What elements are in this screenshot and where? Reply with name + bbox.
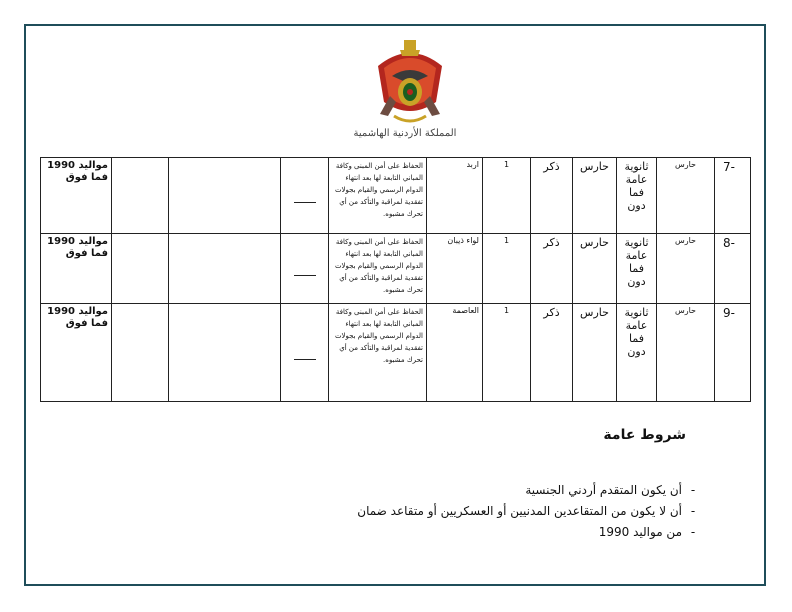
duties: الحفاظ على أمن المبنى وكافة المباني التابعة لها بعد انتهاء الدوام الرسمي والقيام بجولات تفقدية لمراقبة والتأكد من أي تحرك مشبوه.: [329, 304, 427, 402]
dash-mark: [294, 275, 316, 276]
row-number: -8: [715, 234, 751, 304]
bullet: -: [690, 483, 696, 497]
dash-cell: [281, 304, 329, 402]
empty-cell: [169, 158, 281, 234]
list-item: [357, 522, 704, 543]
dash-mark: [294, 359, 316, 360]
vacancy-count: 1: [483, 304, 531, 402]
location: العاصمة: [427, 304, 483, 402]
job-title: حارس: [573, 304, 617, 402]
duties: الحفاظ على أمن المبنى وكافة المباني التابعة لها بعد انتهاء الدوام الرسمي والقيام بجولات تفقدية لمراقبة والتأكد من أي تحرك مشبوه.: [329, 234, 427, 304]
general-terms-list: [357, 480, 704, 543]
gender: ذكر: [531, 304, 573, 402]
vacancy-count: 1: [483, 158, 531, 234]
bullet: -: [690, 525, 696, 539]
row-number: -7: [715, 158, 751, 234]
empty-cell: [169, 234, 281, 304]
gender: ذكر: [531, 234, 573, 304]
bullet: -: [690, 504, 696, 518]
list-item: [357, 501, 704, 522]
job-title: حارس: [573, 234, 617, 304]
list-item: [357, 480, 704, 501]
vacancy-count: 1: [483, 234, 531, 304]
birth-requirement: مواليد 1990 فما فوق: [41, 304, 112, 402]
job-title: حارس: [573, 158, 617, 234]
general-terms-title: شروط عامة: [603, 427, 686, 443]
birth-requirement: مواليد 1990 فما فوق: [41, 234, 112, 304]
job-name: حارس: [657, 158, 715, 234]
coat-of-arms-icon: [370, 36, 450, 128]
table-row: [41, 304, 751, 402]
location: لواء ذيبان: [427, 234, 483, 304]
row-number: -9: [715, 304, 751, 402]
empty-cell: [112, 234, 169, 304]
dash-cell: [281, 158, 329, 234]
birth-requirement: مواليد 1990 فما فوق: [41, 158, 112, 234]
empty-cell: [112, 304, 169, 402]
gender: ذكر: [531, 158, 573, 234]
dash-cell: [281, 234, 329, 304]
jobs-table: [40, 157, 751, 402]
qualification: ثانوية عامة فما دون: [617, 234, 657, 304]
qualification: ثانوية عامة فما دون: [617, 304, 657, 402]
table-row: [41, 158, 751, 234]
term-text: أن لا يكون من المتقاعدين المدنيين أو العسكريين أو متقاعد ضمان: [357, 504, 682, 518]
job-name: حارس: [657, 304, 715, 402]
table-row: [41, 234, 751, 304]
empty-cell: [169, 304, 281, 402]
location: اربد: [427, 158, 483, 234]
term-text: أن يكون المتقدم أردني الجنسية: [525, 483, 682, 497]
emblem-caption: المملكة الأردنية الهاشمية: [353, 128, 457, 139]
job-name: حارس: [657, 234, 715, 304]
dash-mark: [294, 202, 316, 203]
term-text: من مواليد 1990: [598, 525, 682, 539]
duties: الحفاظ على أمن المبنى وكافة المباني التابعة لها بعد انتهاء الدوام الرسمي والقيام بجولات تفقدية لمراقبة والتأكد من أي تحرك مشبوه.: [329, 158, 427, 234]
qualification: ثانوية عامة فما دون: [617, 158, 657, 234]
empty-cell: [112, 158, 169, 234]
